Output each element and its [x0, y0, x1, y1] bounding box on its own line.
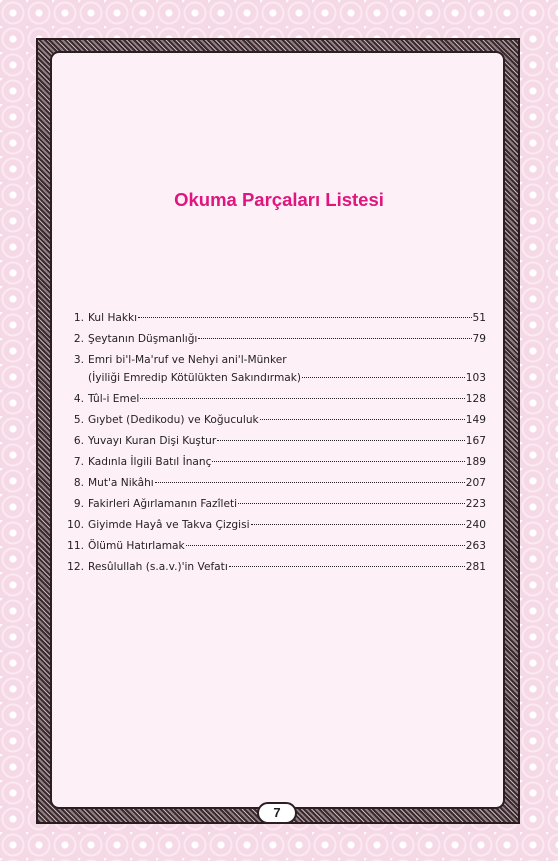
- toc-entry-page: 281: [465, 561, 486, 573]
- toc-entry-title: Resûlullah (s.a.v.)'in Vefatı: [88, 561, 228, 573]
- dot-leader: [138, 316, 471, 318]
- dot-leader: [186, 544, 465, 546]
- toc-entry-title: Yuvayı Kuran Dişi Kuştur: [88, 435, 217, 447]
- toc-entry-number: 8.: [73, 477, 84, 489]
- dot-leader: [302, 376, 465, 378]
- toc-entry-number: 6.: [73, 435, 84, 447]
- dot-leader: [212, 460, 464, 462]
- toc-entry-page: 149: [465, 414, 486, 426]
- toc-entry-title: Şeytanın Düşmanlığı: [88, 333, 198, 345]
- dot-leader: [229, 565, 465, 567]
- toc-entry[interactable]: [60, 411, 486, 432]
- toc-entry-number: 3.: [73, 354, 84, 366]
- dot-leader: [140, 397, 464, 399]
- toc-entry-number: 4.: [73, 393, 84, 405]
- dot-leader: [155, 481, 465, 483]
- toc-entry[interactable]: [60, 537, 486, 558]
- toc-entry-title: Kul Hakkı: [88, 312, 138, 324]
- toc-entry[interactable]: [60, 390, 486, 411]
- toc-entry[interactable]: [60, 330, 486, 351]
- toc-entry-page: 223: [465, 498, 486, 510]
- toc-entry-page: 51: [472, 312, 486, 324]
- toc-entry-title: Fakirleri Ağırlamanın Fazîleti: [88, 498, 238, 510]
- table-of-contents: [60, 309, 486, 579]
- dot-leader: [260, 418, 465, 420]
- toc-entry-number: 11.: [67, 540, 84, 552]
- toc-entry-page: 79: [472, 333, 486, 345]
- toc-entry-title: Kadınla İlgili Batıl İnanç: [88, 456, 212, 468]
- toc-entry-title: Gıybet (Dedikodu) ve Koğuculuk: [88, 414, 259, 426]
- dot-leader: [238, 502, 465, 504]
- toc-entry-number: 2.: [73, 333, 84, 345]
- toc-entry[interactable]: [60, 474, 486, 495]
- toc-entry-page: 240: [465, 519, 486, 531]
- toc-entry-number: 1.: [73, 312, 84, 324]
- toc-entry-title: Tûl-i Emel: [88, 393, 140, 405]
- toc-entry[interactable]: [60, 351, 486, 390]
- toc-entry[interactable]: [60, 516, 486, 537]
- toc-entry-title: (İyiliği Emredip Kötülükten Sakındırmak): [88, 372, 302, 384]
- toc-entry-page: 128: [465, 393, 486, 405]
- toc-entry[interactable]: [60, 309, 486, 330]
- toc-entry-page: 189: [465, 456, 486, 468]
- toc-entry-number: 10.: [67, 519, 84, 531]
- toc-entry[interactable]: [60, 432, 486, 453]
- toc-entry-page: 263: [465, 540, 486, 552]
- page-title: Okuma Parçaları Listesi: [174, 189, 384, 210]
- toc-entry[interactable]: [60, 558, 486, 579]
- toc-entry-title: Ölümü Hatırlamak: [88, 540, 185, 552]
- toc-entry-title-line1: Emri bi'l-Ma'ruf ve Nehyi ani'l-Münker: [88, 354, 287, 366]
- toc-entry-number: 5.: [73, 414, 84, 426]
- toc-entry-number: 12.: [67, 561, 84, 573]
- toc-entry-title: Mut'a Nikâhı: [88, 477, 154, 489]
- toc-entry-page: 167: [465, 435, 486, 447]
- dot-leader: [198, 337, 471, 339]
- toc-entry-number: 9.: [73, 498, 84, 510]
- toc-entry-number: 7.: [73, 456, 84, 468]
- toc-entry[interactable]: [60, 495, 486, 516]
- page-number-badge: 7: [257, 802, 297, 824]
- dot-leader: [251, 523, 465, 525]
- toc-entry-page: 103: [465, 372, 486, 384]
- dot-leader: [217, 439, 465, 441]
- toc-entry-title: Giyimde Hayâ ve Takva Çizgisi: [88, 519, 250, 531]
- toc-entry-page: 207: [465, 477, 486, 489]
- toc-entry[interactable]: [60, 453, 486, 474]
